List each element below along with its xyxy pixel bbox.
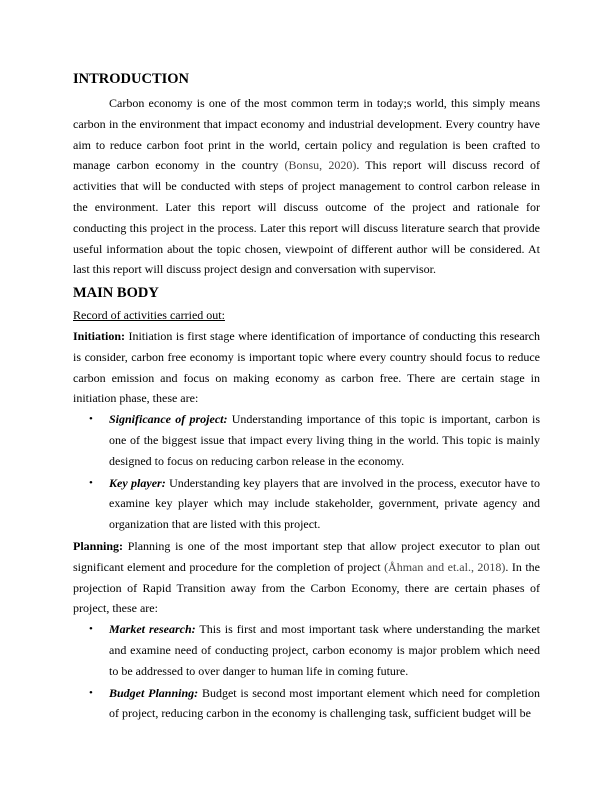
list-item <box>89 473 541 535</box>
introduction-paragraph <box>73 93 540 280</box>
planning-bullet-list <box>73 619 540 724</box>
planning-text-part-2: . In the projection of Rapid Transition away from the Carbon Economy, there are certain phases of project, these are: <box>73 559 541 616</box>
record-subheading-text: Record of activities carried out: <box>73 308 225 323</box>
main-body-heading: MAIN BODY <box>73 285 159 302</box>
initiation-paragraph <box>73 326 540 409</box>
bullet-label: Budget Planning: <box>109 685 199 700</box>
bullet-icon: • <box>89 476 93 489</box>
bullet-text: Budget is second most important element which need for completion of project, reducing carbon in the economy is challenging task, sufficient budget will be <box>109 685 540 721</box>
planning-paragraph <box>73 536 540 619</box>
intro-text-part-2: . This report will discuss record of activities that will be conducted with steps of project management to control carbon release in the environment. Later this report will discuss outcome of the project and rationale for conducting this project in the process. Later this report will discuss literature search that provide useful information about the topic chosen, viewpoint of different author will be considered. At last this report will discuss project design and conversation with supervisor. <box>73 158 541 277</box>
bullet-label: Market research: <box>109 622 196 637</box>
initiation-bullet-list <box>73 409 540 535</box>
intro-text-part-1: Carbon economy is one of the most common term in today;s world, this simply means carbon in the environment that impact economy and industrial development. Every country have aim to reduce carbon foot print in the world, certain policy and regulation is been crafted to manage carbon economy in the country <box>73 96 540 173</box>
planning-text-part-1: Planning is one of the most important step that allow project executor to plan out significant element and procedure for the completion of project <box>73 538 540 574</box>
bullet-text: Understanding importance of this topic is important, carbon is one of the biggest issue that impact every living thing in the world. This topic is mainly designed to focus on reducing carbon release in the economy. <box>109 412 540 468</box>
bullet-label: Significance of project: <box>109 412 228 427</box>
bullet-icon: • <box>89 413 93 426</box>
bullet-label: Key player: <box>109 475 166 490</box>
list-item <box>89 619 540 681</box>
introduction-heading: INTRODUCTION <box>73 71 190 87</box>
intro-citation: (Bonsu, 2020) <box>284 158 357 173</box>
list-item <box>89 683 540 725</box>
bullet-text: This is first and most important task where understanding the market and examine need of conducting project, carbon economy is major problem which need to be addressed to over danger to human life in coming future. <box>109 622 540 678</box>
planning-label: Planning: <box>73 538 124 553</box>
list-item <box>89 409 540 471</box>
initiation-label: Initiation: <box>73 328 126 343</box>
bullet-icon: • <box>89 686 93 699</box>
bullet-icon: • <box>89 623 93 636</box>
record-subheading <box>73 305 540 326</box>
bullet-text: Understanding key players that are involved in the process, executor have to examine key player which may include stakeholder, government, private agency and organization that are listed with this project. <box>109 475 541 532</box>
planning-citation: (Åhman and et.al., 2018) <box>384 559 506 574</box>
initiation-text: Initiation is first stage where identification of importance of conducting this research is consider, carbon free economy is important topic where every country should focus to reduce carbon emission and focus on making economy as carbon free. There are certain stage in initiation phase, these are: <box>73 328 540 406</box>
